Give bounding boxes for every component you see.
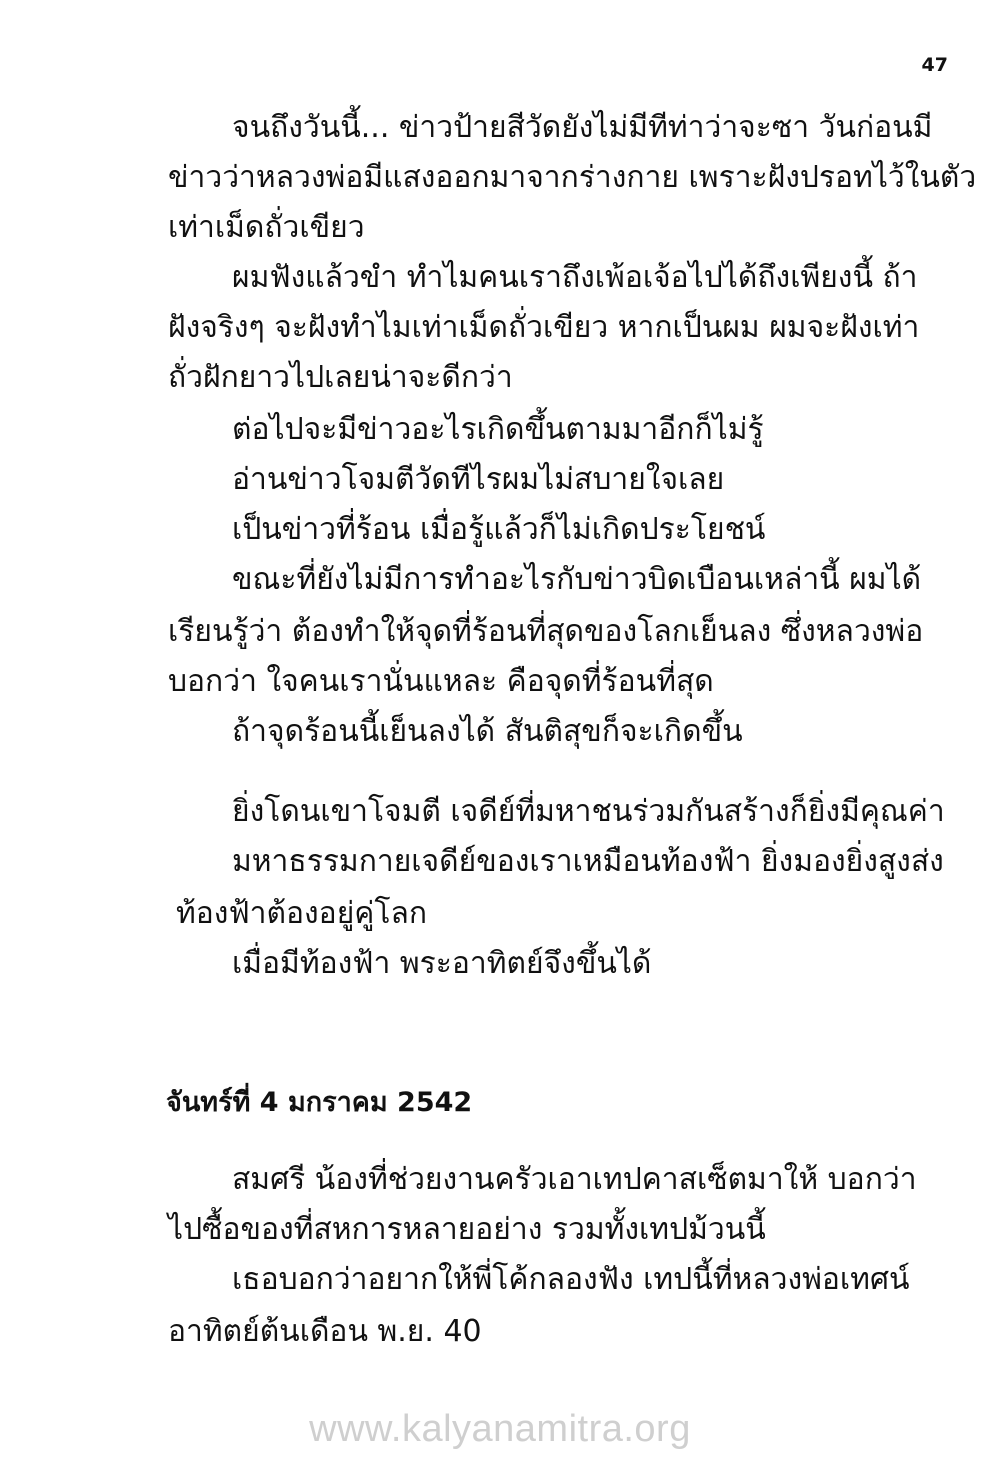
paragraph-line: ต่อไปจะมีข่าวอะไรเกิดขึ้นตามมาอีกก็ไม่รู้ <box>232 412 764 447</box>
paragraph-line: ยิ่งโดนเขาโจมตี เจดีย์ที่มหาชนร่วมกันสร้างก็ยิ่งมีคุณค่า <box>232 794 945 829</box>
paragraph-line: ถั่วฝักยาวไปเลยน่าจะดีกว่า <box>168 360 513 395</box>
paragraph-line: ขณะที่ยังไม่มีการทำอะไรกับข่าวบิดเบือนเหล่านี้ ผมได้ <box>232 562 922 597</box>
paragraph-line: ข่าวว่าหลวงพ่อมีแสงออกมาจากร่างกาย เพราะฝังปรอทไว้ในตัว <box>168 160 977 195</box>
paragraph-line: เรียนรู้ว่า ต้องทำให้จุดที่ร้อนที่สุดของโลกเย็นลง ซึ่งหลวงพ่อ <box>168 614 924 649</box>
paragraph-line: ถ้าจุดร้อนนี้เย็นลงได้ สันติสุขก็จะเกิดขึ้น <box>232 714 743 749</box>
paragraph-line: บอกว่า ใจคนเรานั่นแหละ คือจุดที่ร้อนที่สุด <box>168 664 714 699</box>
paragraph-line: ไปซื้อของที่สหการหลายอย่าง รวมทั้งเทปม้วนนี้ <box>168 1212 766 1247</box>
paragraph-line: อ่านข่าวโจมตีวัดทีไรผมไม่สบายใจเลย <box>232 462 725 497</box>
paragraph-line: จนถึงวันนี้... ข่าวป้ายสีวัดยังไม่มีทีท่าว่าจะซา วันก่อนมี <box>232 110 933 145</box>
paragraph-line: ท้องฟ้าต้องอยู่คู่โลก <box>176 896 428 931</box>
paragraph-line: เท่าเม็ดถั่วเขียว <box>168 210 365 245</box>
paragraph-line: ฝังจริงๆ จะฝังทำไมเท่าเม็ดถั่วเขียว หากเป็นผม ผมจะฝังเท่า <box>168 310 920 345</box>
footer-url: www.kalyanamitra.org <box>309 1408 691 1450</box>
paragraph-line: เมื่อมีท้องฟ้า พระอาทิตย์จึงขึ้นได้ <box>232 946 652 981</box>
paragraph-line: ผมฟังแล้วขำ ทำไมคนเราถึงเพ้อเจ้อไปได้ถึงเพียงนี้ ถ้า <box>232 260 918 295</box>
paragraph-line: มหาธรรมกายเจดีย์ของเราเหมือนท้องฟ้า ยิ่งมองยิ่งสูงส่ง <box>232 844 944 879</box>
paragraph-line: สมศรี น้องที่ช่วยงานครัวเอาเทปคาสเซ็ตมาให้ บอกว่า <box>232 1162 917 1197</box>
page-number: 47 <box>921 54 948 76</box>
paragraph-line: อาทิตย์ต้นเดือน พ.ย. 40 <box>168 1314 482 1349</box>
paragraph-line: เธอบอกว่าอยากให้พี่โค้กลองฟัง เทปนี้ที่หลวงพ่อเทศน์ <box>232 1262 910 1297</box>
paragraph-line: เป็นข่าวที่ร้อน เมื่อรู้แล้วก็ไม่เกิดประโยชน์ <box>232 512 766 547</box>
date-heading: จันทร์ที่ 4 มกราคม 2542 <box>166 1087 473 1118</box>
